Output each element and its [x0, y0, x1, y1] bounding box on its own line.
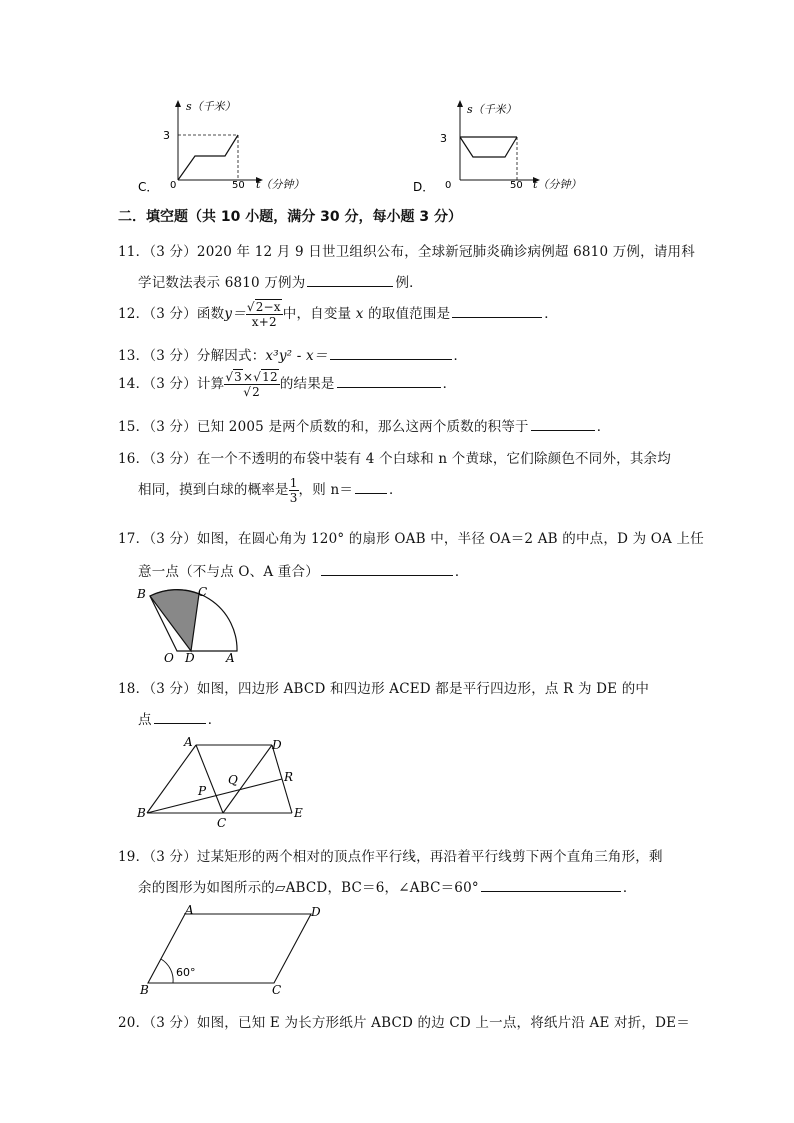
origin-label: 0 [170, 180, 177, 191]
svg-text:60°: 60° [176, 966, 196, 979]
svg-text:D: D [311, 905, 321, 919]
t-axis-label: t（分钟） [533, 178, 582, 191]
tick-y-3: 3 [163, 129, 170, 142]
answer-blank[interactable] [355, 481, 387, 494]
s-axis-label: s（千米） [467, 103, 517, 116]
shaded-region [150, 590, 199, 651]
q15: 15．（3 分）已知 2005 是两个质数的和，那么这两个质数的积等于 ． [118, 419, 611, 435]
figure-17 [132, 583, 252, 665]
t-axis-label: t（分钟） [256, 178, 305, 191]
figure-19 [135, 900, 335, 1000]
svg-text:D: D [185, 651, 195, 665]
answer-blank[interactable] [307, 274, 393, 287]
s-axis-label: s（千米） [186, 100, 236, 113]
svg-text:E: E [294, 806, 303, 820]
answer-blank[interactable] [337, 375, 441, 388]
svg-text:Q: Q [228, 773, 238, 787]
answer-blank[interactable] [481, 879, 621, 892]
q11-line1: 11．（3 分）2020 年 12 月 9 日世卫组织公布，全球新冠肺炎确诊病例超 6810 万例，请用科 [118, 244, 695, 260]
q18-line2: 点 ． [138, 712, 222, 728]
svg-text:C: C [217, 816, 227, 830]
q19-line2: 余的图形为如图所示的▱ABCD，BC＝6，∠ABC＝60° ． [138, 880, 637, 896]
svg-text:A: A [226, 651, 235, 665]
q11-line2: 学记数法表示 6810 万例为 例． [138, 275, 423, 291]
svg-text:B: B [140, 983, 149, 997]
q16-line2: 相同，摸到白球的概率是 $\frac{1}{3}$ ，则 n＝ ． [138, 476, 403, 505]
q14-fraction: $\frac{√3\times√12}{√2}$ [225, 370, 278, 399]
svg-text:C: C [198, 585, 208, 599]
q20-line1: 20．（3 分）如图，已知 E 为长方形纸片 ABCD 的边 CD 上一点，将纸片沿 AE 对折，DE＝ [118, 1015, 690, 1031]
svg-text:A: A [185, 903, 194, 917]
q16-line1: 16．（3 分）在一个不透明的布袋中装有 4 个白球和 n 个黄球，它们除颜色不同外，其余均 [118, 451, 671, 467]
tick-x-50: 50 [232, 180, 245, 191]
q12-fraction: $\frac{√2-x}{x+2}$ [246, 300, 281, 329]
svg-text:P: P [198, 784, 207, 798]
svg-text:B: B [137, 587, 146, 601]
figure-18 [132, 735, 322, 830]
answer-blank[interactable] [321, 563, 453, 576]
svg-text:D: D [272, 738, 282, 752]
q18-line1: 18．（3 分）如图，四边形 ABCD 和四边形 ACED 都是平行四边形，点 R 为 DE 的中 [118, 681, 650, 697]
answer-blank[interactable] [330, 347, 452, 360]
q17-line2: 意一点（不与点 O、A 重合） ． [138, 564, 469, 580]
option-c-label: C． [138, 180, 159, 194]
q16-fraction: $\frac{1}{3}$ [289, 476, 298, 505]
graph-d-line [460, 137, 517, 157]
graph-c [130, 95, 320, 200]
tick-y-3: 3 [440, 132, 447, 145]
svg-text:C: C [272, 983, 282, 997]
answer-blank[interactable] [452, 305, 542, 318]
q13: 13．（3 分）分解因式：x³y² - x＝ ． [118, 348, 468, 364]
q14: 14．（3 分）计算 $\frac{√3\times√12}{√2}$ 的结果是 ． [118, 370, 457, 399]
q17-line1: 17．（3 分）如图，在圆心角为 120° 的扇形 OAB 中，半径 OA＝2 AB 的中点，D 为 OA 上任 [118, 531, 704, 547]
origin-label: 0 [445, 180, 452, 191]
answer-blank[interactable] [531, 418, 595, 431]
graph-c-line [178, 135, 238, 180]
svg-text:O: O [164, 651, 174, 665]
svg-text:R: R [284, 770, 294, 784]
answer-blank[interactable] [154, 711, 206, 724]
tick-x-50: 50 [510, 180, 523, 191]
q12: 12．（3 分）函数y＝ $\frac{√2-x}{x+2}$ 中，自变量 x 的取值范围是 ． [118, 300, 558, 329]
svg-text:A: A [184, 735, 193, 749]
q19-line1: 19．（3 分）过某矩形的两个相对的顶点作平行线，再沿着平行线剪下两个直角三角形，剩 [118, 849, 663, 865]
svg-text:B: B [137, 806, 146, 820]
section-title: 二．填空题（共 10 小题，满分 30 分，每小题 3 分） [118, 209, 462, 225]
graph-d [405, 95, 595, 200]
option-d-label: D． [413, 180, 435, 194]
